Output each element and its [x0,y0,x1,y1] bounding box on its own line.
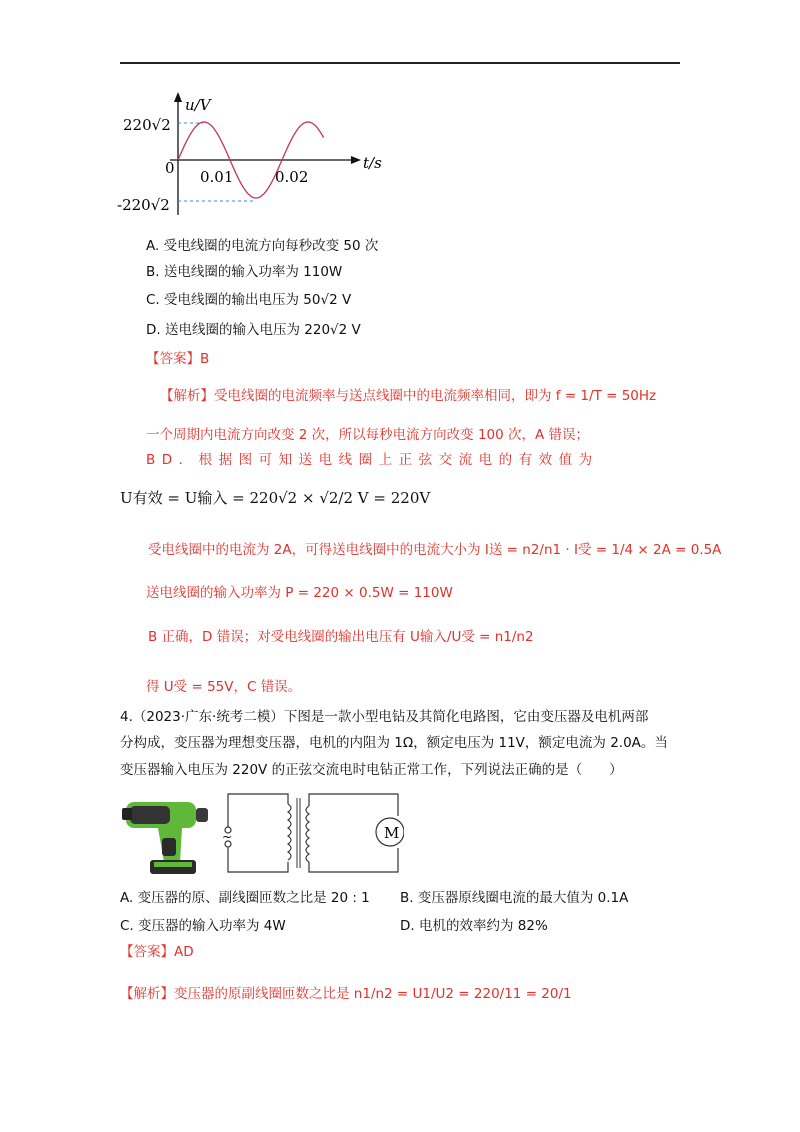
q4-option-a: A. 变压器的原、副线圈匝数之比是 20 : 1 [120,890,370,906]
q4-analysis: 【解析】变压器的原副线圈匝数之比是 n1/n2 = U1/U2 = 220/11 = 20/1 [120,986,572,1002]
q3-analysis-line: BD．根据图可知送电线圈上正弦交流电的有效值为 [146,452,599,468]
x-tick-label: 0.01 [200,168,234,186]
q4-stem-line: 分构成，变压器为理想变压器，电机的内阻为 1Ω，额定电压为 11V，额定电流为 2.0A。当 [120,735,668,751]
voltage-time-graph [115,90,395,220]
q4-option-c: C. 变压器的输入功率为 4W [120,918,286,934]
y-max-label: 220√2 [123,116,171,134]
q4-option-d: D. 电机的效率约为 82% [400,918,548,934]
q4-stem-line: 变压器输入电压为 220V 的正弦交流电时电钻正常工作，下列说法正确的是（ ） [120,762,623,778]
y-axis-label: u/V [185,96,211,114]
origin-label: 0 [165,159,175,177]
q3-option-b: B. 送电线圈的输入功率为 110W [146,264,343,280]
x-axis-label: t/s [363,154,382,172]
q3-analysis-line: 【解析】受电线圈的电流频率与送点线圈中的电流频率相同，即为 f = 1/T = 50Hz [160,388,657,404]
drill-image [120,790,212,878]
q3-analysis-line: U有效 = U输入 = 220√2 × √2/2 V = 220V [120,489,431,507]
q4-answer: 【答案】AD [120,944,194,960]
header-rule [120,62,680,64]
y-min-label: -220√2 [117,196,170,214]
q3-analysis-line: 送电线圈的输入功率为 P = 220 × 0.5W = 110W [146,585,453,601]
q3-option-a: A. 受电线圈的电流方向每秒改变 50 次 [146,238,379,254]
q3-analysis-line: 得 U受 = 55V，C 错误。 [146,679,302,695]
motor-label: M [384,824,400,842]
transformer-circuit-diagram [218,790,404,876]
q3-analysis-line: 一个周期内电流方向改变 2 次，所以每秒电流方向改变 100 次，A 错误； [146,427,590,443]
q4-option-b: B. 变压器原线圈电流的最大值为 0.1A [400,890,629,906]
q3-analysis-line: 受电线圈中的电流为 2A，可得送电线圈中的电流大小为 I送 = n2/n1 · I受 = 1/4 × 2A = 0.5A [148,542,722,558]
x-tick-label: 0.02 [275,168,309,186]
q3-answer: 【答案】B [146,351,210,367]
q3-option-d: D. 送电线圈的输入电压为 220√2 V [146,322,361,338]
q4-stem-line: 4.（2023·广东·统考二模）下图是一款小型电钻及其简化电路图，它由变压器及电机两部 [120,709,649,725]
q3-analysis-line: B 正确，D 错误；对受电线圈的输出电压有 U输入/U受 = n1/n2 [148,629,534,645]
ac-source-icon: ~ [222,830,233,844]
q3-option-c: C. 受电线圈的输出电压为 50√2 V [146,292,352,308]
